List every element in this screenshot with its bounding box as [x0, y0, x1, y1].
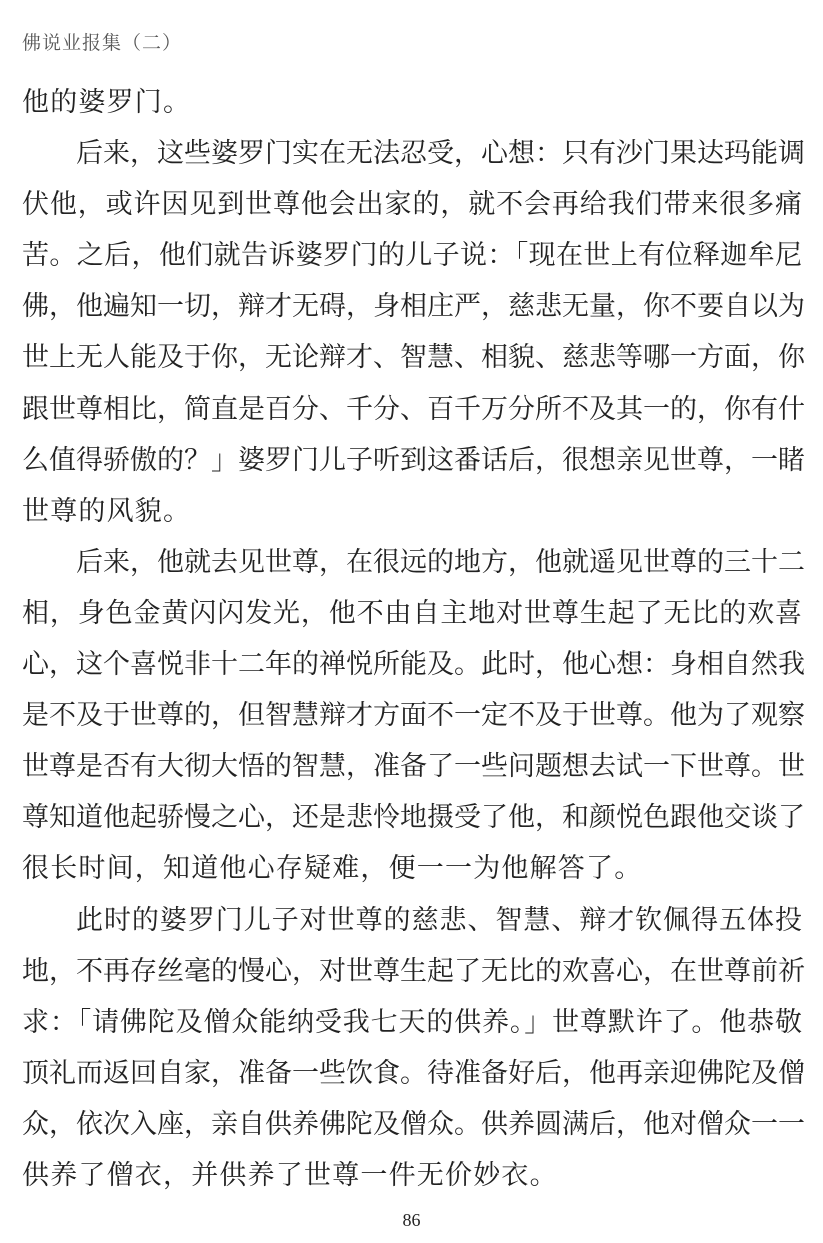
- text-line: 供养了僧衣，并供养了世尊一件无价妙衣。: [22, 1159, 558, 1191]
- text-line: 世尊的风貌。: [22, 495, 192, 527]
- text-line: 佛，他遍知一切，辩才无碍，身相庄严，慈悲无量，你不要自以为: [22, 291, 805, 323]
- text-line: 是不及于世尊的，但智慧辩才方面不一定不及于世尊。他为了观察: [22, 700, 805, 732]
- text-line: 地，不再存丝毫的慢心，对世尊生起了无比的欢喜心，在世尊前祈: [22, 955, 805, 987]
- text-line: 很长时间，知道他心存疑难，便一一为他解答了。: [22, 853, 643, 885]
- text-line: 后来，他就去见世尊，在很远的地方，他就遥见世尊的三十二: [76, 546, 805, 578]
- text-line: 世上无人能及于你，无论辩才、智慧、相貌、慈悲等哪一方面，你: [22, 342, 805, 374]
- text-line: 相，身色金黄闪闪发光，他不由自主地对世尊生起了无比的欢喜: [22, 597, 802, 629]
- text-line: 伏他，或许因见到世尊他会出家的，就不会再给我们带来很多痛: [22, 189, 802, 221]
- text-line: 心，这个喜悦非十二年的禅悦所能及。此时，他心想：身相自然我: [22, 649, 805, 681]
- text-line: 苦。之后，他们就告诉婆罗门的儿子说：「现在世上有位释迦牟尼: [22, 240, 802, 272]
- running-header: 佛说业报集（二）: [22, 32, 183, 54]
- text-line: 世尊是否有大彻大悟的智慧，准备了一些问题想去试一下世尊。世: [22, 751, 805, 783]
- paragraph: [22, 900, 805, 1207]
- text-line: 么值得骄傲的？」婆罗门儿子听到这番话后，很想亲见世尊，一睹: [22, 444, 805, 476]
- text-line: 众，依次入座，亲自供养佛陀及僧众。供养圆满后，他对僧众一一: [22, 1108, 805, 1140]
- text-line: 后来，这些婆罗门实在无法忍受，心想：只有沙门果达玛能调: [76, 138, 805, 170]
- text-line: 尊知道他起骄慢之心，还是悲怜地摄受了他，和颜悦色跟他交谈了: [22, 802, 805, 834]
- text-line: 此时的婆罗门儿子对世尊的慈悲、智慧、辩才钦佩得五体投: [76, 904, 802, 936]
- text-line: 跟世尊相比，简直是百分、千分、百千万分所不及其一的，你有什: [22, 393, 805, 425]
- paragraph: [22, 133, 805, 542]
- page-body: [22, 82, 805, 1206]
- paragraph: [22, 542, 805, 900]
- paragraph: [22, 82, 802, 133]
- text-line: 他的婆罗门。: [22, 87, 192, 118]
- text-line: 顶礼而返回自家，准备一些饮食。待准备好后，他再亲迎佛陀及僧: [22, 1057, 805, 1089]
- text-line: 求：「请佛陀及僧众能纳受我七天的供养。」世尊默许了。他恭敬: [22, 1006, 802, 1038]
- page-number: 86: [402, 1210, 421, 1230]
